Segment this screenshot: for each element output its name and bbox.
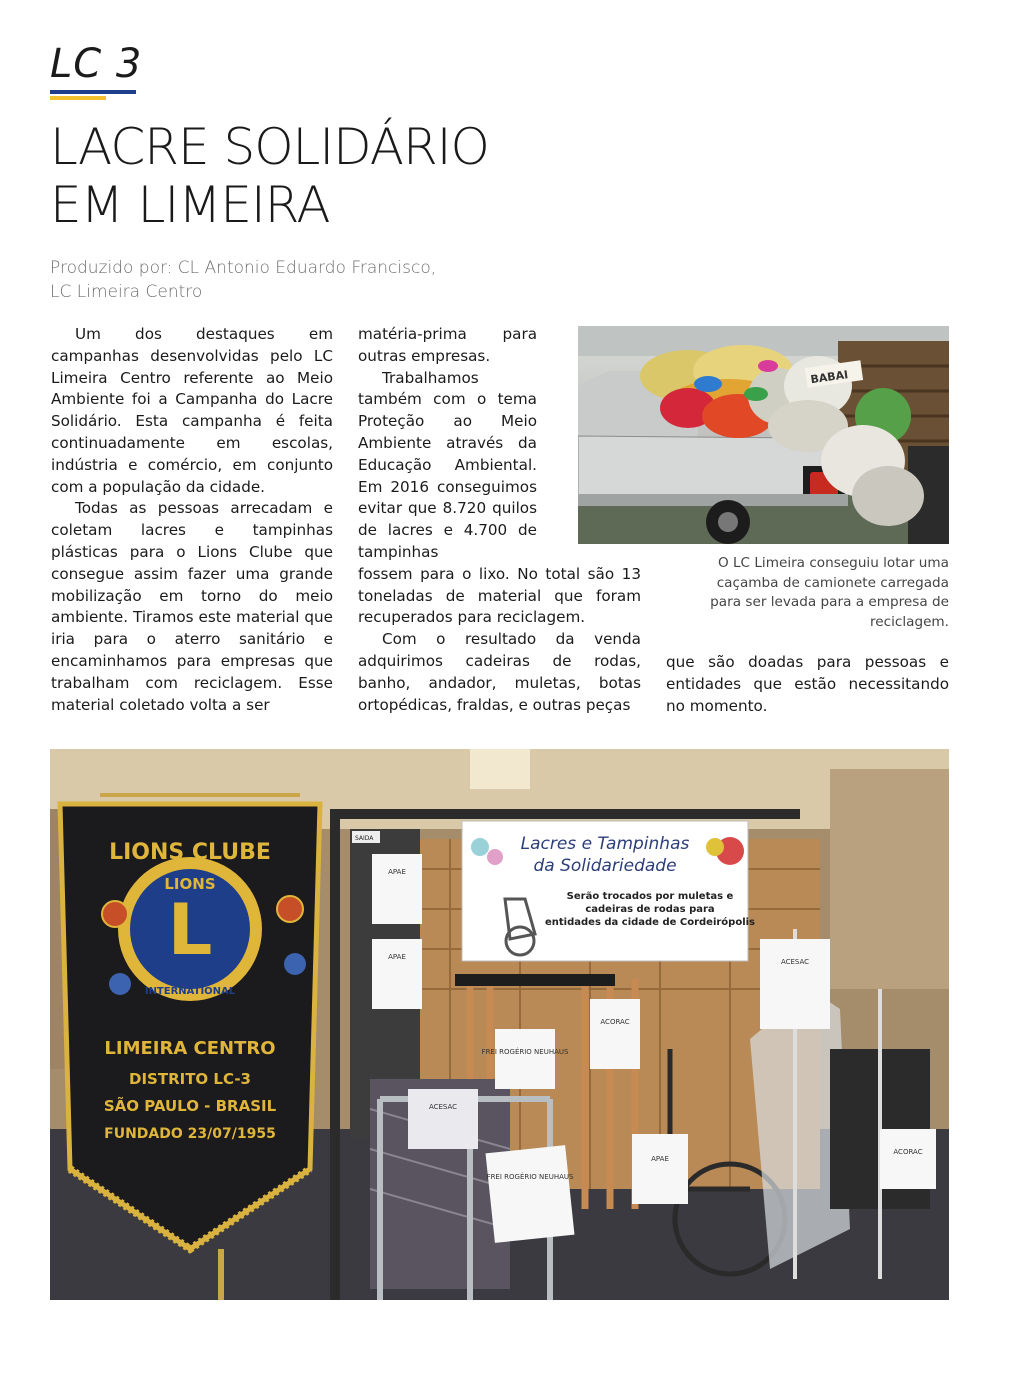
emblem-bottom: INTERNATIONAL	[144, 986, 236, 997]
sign-title-line1: Lacres e Tampinhas	[520, 834, 690, 854]
banner-club: LIMEIRA CENTRO	[104, 1038, 276, 1059]
banner-title: LIONS CLUBE	[109, 840, 271, 865]
banner-district: DISTRITO LC-3	[129, 1070, 251, 1088]
donation-label: ACESAC	[428, 1103, 458, 1111]
article-title-line1: LACRE SOLIDÁRIO	[50, 118, 489, 176]
body-paragraph-continued: fossem para o lixo. No total são 13 toneladas de material que foram recuperados para reciclagem.	[358, 564, 641, 627]
lions-banner	[60, 804, 320, 1249]
body-column-1	[51, 324, 333, 716]
article-byline	[50, 256, 550, 304]
emblem-top: LIONS	[164, 875, 216, 893]
body-column-3	[666, 652, 949, 717]
sign-subtitle-line2: cadeiras de rodas para	[585, 904, 715, 915]
donation-label: ACORAC	[600, 1018, 630, 1026]
section-tag: LC 3	[50, 41, 143, 87]
sack-text: BABAI	[809, 368, 850, 387]
banner-location: SÃO PAULO - BRASIL	[103, 1097, 277, 1115]
banner-founded: FUNDADO 23/07/1955	[104, 1126, 276, 1142]
sign-subtitle-line1: Serão trocados por muletas e	[566, 891, 734, 902]
byline-club: LC Limeira Centro	[50, 282, 203, 302]
sign-subtitle-line3: entidades da cidade de Cordeirópolis	[544, 917, 756, 928]
donation-label: APAE	[651, 1155, 669, 1163]
body-paragraph: Um dos destaques em campanhas desenvolvidas pelo LC Limeira Centro referente ao Meio Ambiente foi a Campanha do Lacre Solidário. Esta campanha é feita continuadamente em escolas, indústria e comércio, em conjunto com a população da cidade.	[51, 325, 333, 496]
body-paragraph: matéria-prima para outras empresas.	[358, 325, 537, 365]
byline-author: Produzido por: CL Antonio Eduardo Francisco,	[50, 258, 437, 278]
article-title	[50, 118, 650, 234]
donation-label: APAE	[388, 953, 406, 961]
truck-photo-illustration	[578, 326, 949, 544]
body-paragraph: que são doadas para pessoas e entidades que estão necessitando no momento.	[666, 653, 949, 715]
exit-sign: SAIDA	[355, 835, 374, 842]
donation-label: FREI ROGÉRIO NEUHAUS	[486, 1173, 574, 1181]
donation-event-photo	[50, 749, 949, 1300]
body-paragraph: Com o resultado da venda adquirimos cadeiras de rodas, banho, andador, muletas, botas ortopédicas, fraldas, e outras peças	[358, 630, 641, 714]
donation-event-illustration	[50, 749, 949, 1300]
donation-label: APAE	[388, 868, 406, 876]
section-underline-blue	[50, 90, 136, 94]
donation-label: FREI ROGÉRIO NEUHAUS	[481, 1048, 569, 1056]
truck-photo	[578, 326, 949, 544]
body-paragraph: Todas as pessoas arrecadam e coletam lacres e tampinhas plásticas para o Lions Clube que consegue assim fazer uma grande mobilização em torno do meio ambiente. Tiramos este material que iria para o aterro sanitário e encaminhamos para empresas que trabalham com reciclagem. Esse material coletado volta a ser	[51, 499, 333, 714]
body-paragraph: Trabalhamos também com o tema Proteção ao Meio Ambiente através da Educação Ambiental. Em 2016 conseguimos evitar que 8.720 quilos de lacres e 4.700 de tampinhas	[358, 368, 537, 561]
photo-caption: O LC Limeira conseguiu lotar uma caçamba de camionete carregada para ser levada para a empresa de reciclagem.	[710, 555, 949, 630]
sign-title-line2: da Solidariedade	[533, 856, 677, 876]
campaign-sign	[462, 821, 755, 961]
section-underline-yellow	[50, 96, 106, 100]
donation-label: ACORAC	[893, 1148, 923, 1156]
donation-label: ACESAC	[780, 958, 810, 966]
emblem-letter: L	[167, 889, 213, 971]
article-title-line2: EM LIMEIRA	[50, 176, 330, 234]
